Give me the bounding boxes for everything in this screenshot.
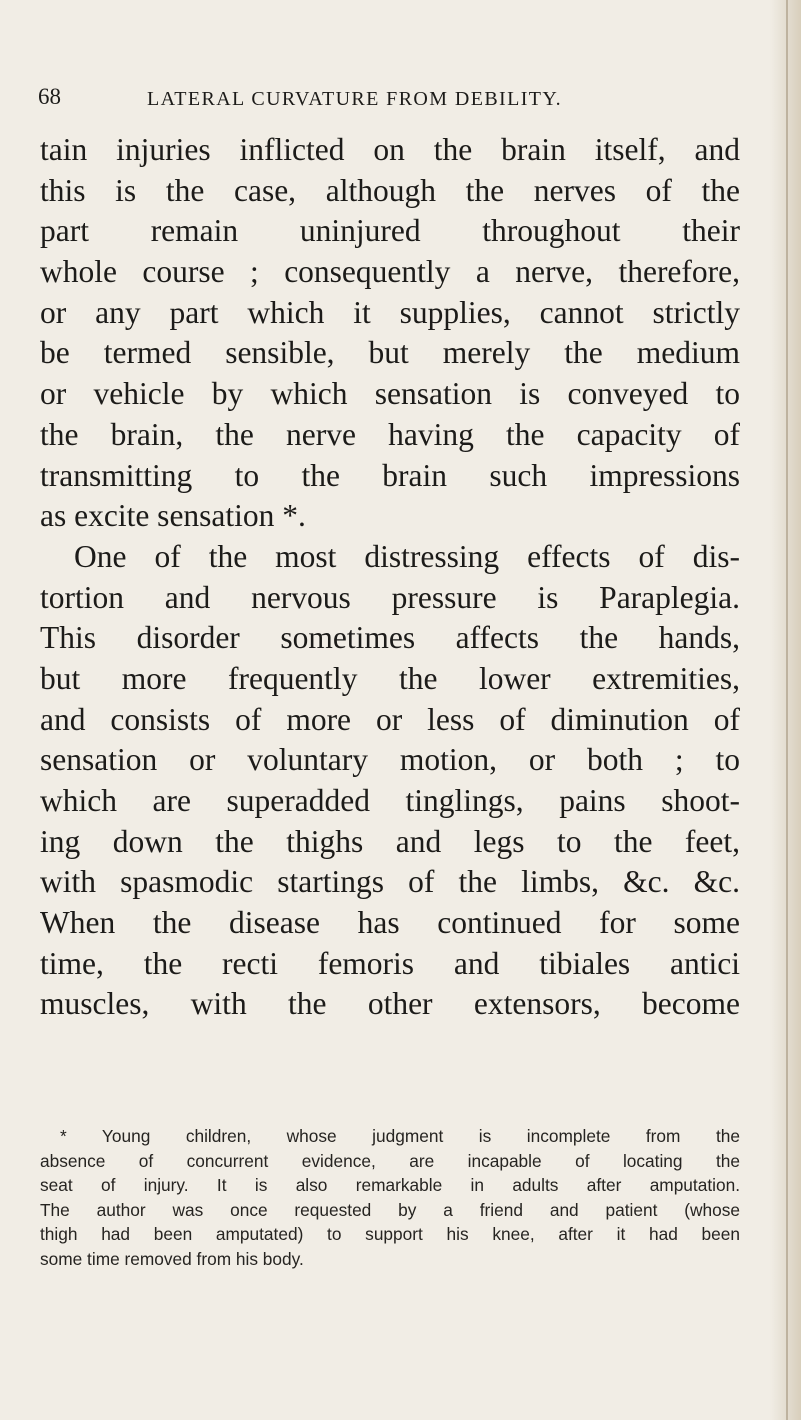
- text-line: or vehicle by which sensation is conveyed to: [40, 376, 740, 412]
- text-line: the brain, the nerve having the capacity of: [40, 416, 740, 452]
- text-line: sensation or voluntary motion, or both ; to: [40, 742, 740, 778]
- text-line: tortion and nervous pressure is Paraplegia.: [40, 579, 740, 615]
- text-line: as excite sensation *.: [40, 498, 306, 534]
- footnote-line: * Young children, whose judgment is incomplete from the: [60, 1126, 740, 1146]
- footnote-line: thigh had been amputated) to support his knee, after it had been: [40, 1224, 740, 1244]
- running-head: LATERAL CURVATURE FROM DEBILITY.: [147, 88, 563, 110]
- text-line: part remain uninjured throughout their: [40, 213, 740, 249]
- text-line: When the disease has continued for some: [40, 905, 740, 941]
- text-line: ing down the thighs and legs to the feet,: [40, 823, 740, 859]
- text-line: and consists of more or less of diminution of: [40, 701, 740, 737]
- page-number: 68: [38, 84, 61, 109]
- footnote-line: some time removed from his body.: [40, 1248, 304, 1269]
- text-line: transmitting to the brain such impressions: [40, 457, 740, 493]
- footnote: [40, 1124, 740, 1271]
- text-line: with spasmodic startings of the limbs, &c. &c.: [40, 864, 740, 900]
- text-line: or any part which it supplies, cannot strictly: [40, 294, 740, 330]
- text-line: muscles, with the other extensors, become: [40, 986, 740, 1022]
- text-line: this is the case, although the nerves of the: [40, 172, 740, 208]
- text-line: but more frequently the lower extremities,: [40, 660, 740, 696]
- text-line: time, the recti femoris and tibiales antici: [40, 945, 740, 981]
- text-line: tain injuries inflicted on the brain itself, and: [40, 132, 740, 167]
- page-edge-shadow: [786, 0, 788, 1420]
- text-line: whole course ; consequently a nerve, therefore,: [40, 254, 740, 290]
- page-header: [38, 84, 778, 114]
- footnote-line: The author was once requested by a friend and patient (whose: [40, 1199, 740, 1220]
- footnote-line: absence of concurrent evidence, are incapable of locating the: [40, 1150, 740, 1171]
- footnote-line: seat of injury. It is also remarkable in adults after amputation.: [40, 1175, 740, 1195]
- text-line: which are superadded tinglings, pains shoot-: [40, 783, 740, 818]
- text-line: This disorder sometimes affects the hands,: [40, 620, 740, 656]
- text-line: be termed sensible, but merely the medium: [40, 335, 740, 371]
- paragraph-start-line: One of the most distressing effects of dis-: [74, 538, 740, 574]
- body-text: [40, 130, 740, 1025]
